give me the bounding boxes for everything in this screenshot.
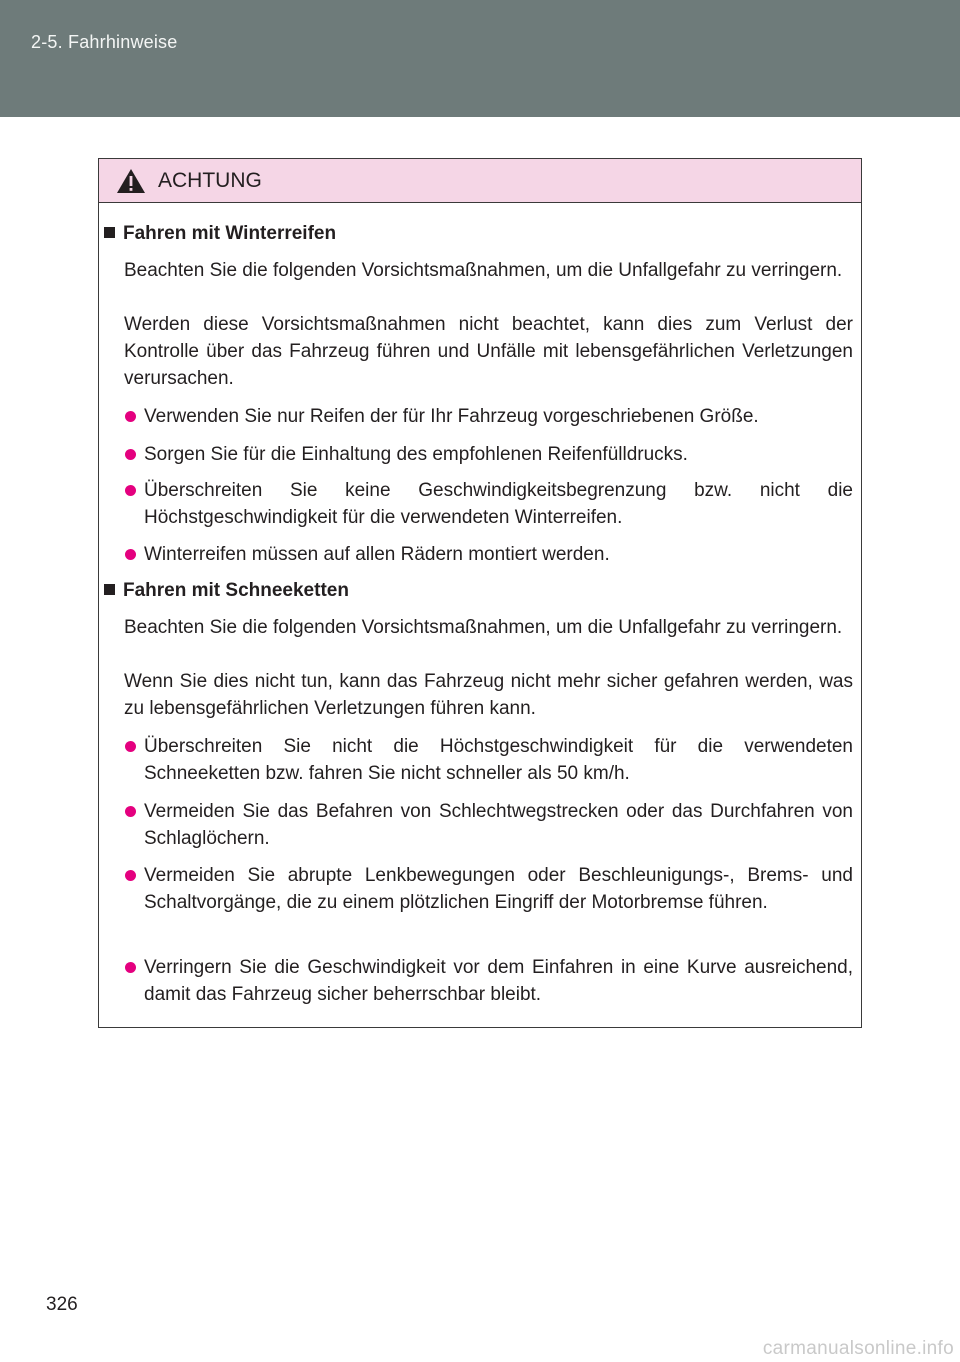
paragraph: Beachten Sie die folgenden Vorsichtsmaßnahmen, um die Unfallgefahr zu verringern.: [124, 617, 843, 638]
page-number: 326: [46, 1294, 78, 1315]
dot-bullet-icon: [125, 449, 136, 460]
warning-content: [99, 203, 861, 1027]
paragraph: Wenn Sie dies nicht tun, kann das Fahrzeug nicht mehr sicher gefahren werden, was zu lebensgefährlichen Verletzungen führen kann.: [124, 671, 853, 719]
list-item: Winterreifen müssen auf allen Rädern montiert werden.: [125, 541, 853, 568]
list-item: Vermeiden Sie abrupte Lenkbewegungen oder Beschleunigungs-, Brems- und Schaltvorgänge, die zu einem plötzlichen Eingriff der Motorbremse führen.: [125, 862, 853, 916]
list-item: Überschreiten Sie keine Geschwindigkeitsbegrenzung bzw. nicht die Höchstgeschwindigkeit für die verwendeten Winterreifen.: [125, 477, 853, 531]
dot-bullet-icon: [125, 549, 136, 560]
list-item: Sorgen Sie für die Einhaltung des empfohlenen Reifenfülldrucks.: [125, 441, 853, 468]
square-bullet-icon: [104, 584, 115, 595]
list-item: Überschreiten Sie nicht die Höchstgeschwindigkeit für die verwendeten Schneeketten bzw. fahren Sie nicht schneller als 50 km/h.: [125, 733, 853, 787]
square-bullet-icon: [104, 227, 115, 238]
dot-bullet-icon: [125, 962, 136, 973]
paragraph: Werden diese Vorsichtsmaßnahmen nicht beachtet, kann dies zum Verlust der Kontrolle über das Fahrzeug führen und Unfälle mit lebensgefährlichen Verletzungen verursachen.: [124, 314, 853, 389]
dot-bullet-icon: [125, 806, 136, 817]
dot-bullet-icon: [125, 870, 136, 881]
section-heading: Fahren mit Winterreifen: [104, 220, 853, 247]
list-item: Verringern Sie die Geschwindigkeit vor dem Einfahren in eine Kurve ausreichend, damit das Fahrzeug sicher beherrschbar bleibt.: [125, 954, 853, 1008]
section-heading: Fahren mit Schneeketten: [104, 577, 853, 604]
warning-box: [98, 158, 862, 1028]
warning-title: ACHTUNG: [158, 169, 262, 192]
list-item: Vermeiden Sie das Befahren von Schlechtwegstrecken oder das Durchfahren von Schlaglöchern.: [125, 798, 853, 852]
watermark: carmanualsonline.info: [762, 1338, 954, 1359]
dot-bullet-icon: [125, 485, 136, 496]
dot-bullet-icon: [125, 411, 136, 422]
header-bar: [0, 0, 960, 117]
warning-header: [99, 159, 861, 203]
section-title: 2-5. Fahrhinweise: [31, 32, 178, 52]
warning-triangle-icon: [116, 168, 146, 194]
paragraph: Beachten Sie die folgenden Vorsichtsmaßnahmen, um die Unfallgefahr zu verringern.: [124, 260, 843, 281]
dot-bullet-icon: [125, 741, 136, 752]
list-item: Verwenden Sie nur Reifen der für Ihr Fahrzeug vorgeschriebenen Größe.: [125, 403, 853, 430]
